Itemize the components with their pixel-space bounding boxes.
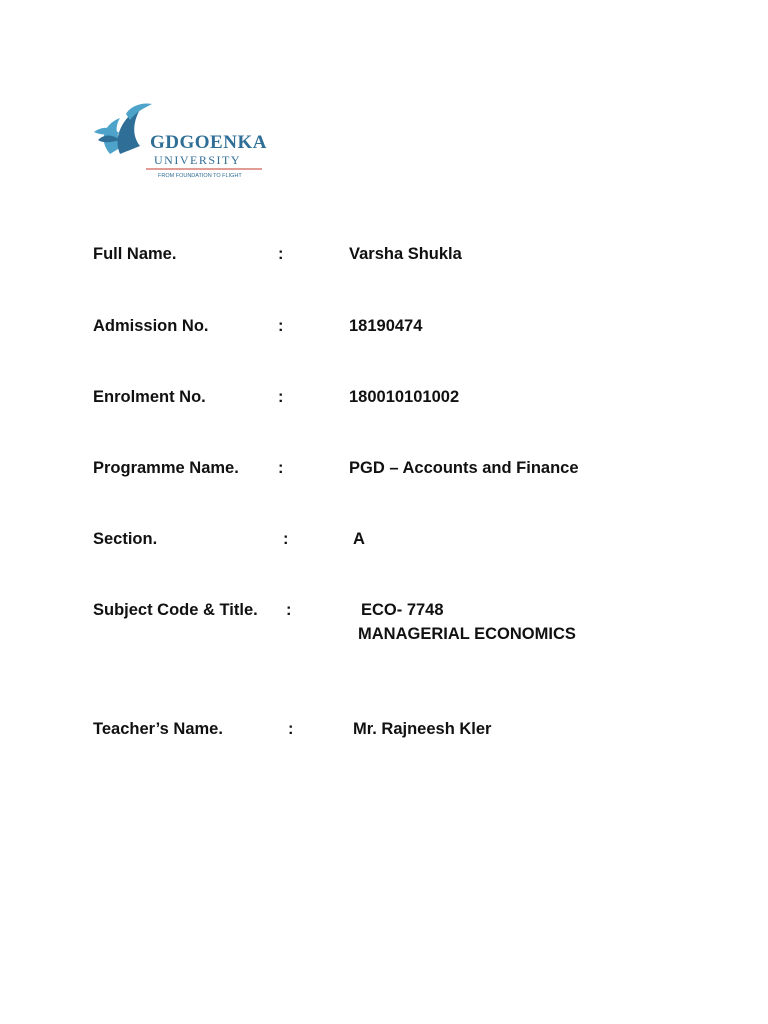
field-label: Section. xyxy=(93,530,158,548)
field-value-line2: MANAGERIAL ECONOMICS xyxy=(358,625,576,643)
field-admission-no xyxy=(0,313,768,339)
field-teacher-name xyxy=(0,716,768,742)
field-subject-code-title xyxy=(0,597,768,643)
field-label: Enrolment No. xyxy=(93,388,206,406)
field-label: Full Name. xyxy=(93,245,177,263)
field-enrolment-no xyxy=(0,384,768,410)
field-programme-name xyxy=(0,455,768,481)
logo-tagline: FROM FOUNDATION TO FLIGHT xyxy=(158,173,242,179)
field-value: PGD – Accounts and Finance xyxy=(349,459,579,477)
logo-emblem-icon xyxy=(90,96,270,186)
field-value: Mr. Rajneesh Kler xyxy=(353,720,492,738)
university-logo xyxy=(90,96,270,186)
field-value: 18190474 xyxy=(349,317,423,335)
field-value: Varsha Shukla xyxy=(349,245,462,263)
logo-brand-name: GDGOENKA xyxy=(150,132,267,153)
field-section xyxy=(0,526,768,552)
field-label: Subject Code & Title. xyxy=(93,601,258,619)
field-colon: : xyxy=(278,459,284,477)
field-colon: : xyxy=(278,388,284,406)
field-value: ECO- 7748 xyxy=(361,601,444,619)
field-full-name xyxy=(0,241,768,267)
field-label: Teacher’s Name. xyxy=(93,720,223,738)
field-value: A xyxy=(353,530,365,548)
logo-brand-sub: UNIVERSITY xyxy=(154,153,241,167)
field-label: Admission No. xyxy=(93,317,209,335)
field-colon: : xyxy=(286,601,292,619)
field-label: Programme Name. xyxy=(93,459,239,477)
field-value: 180010101002 xyxy=(349,388,460,406)
field-colon: : xyxy=(283,530,289,548)
field-colon: : xyxy=(288,720,294,738)
field-colon: : xyxy=(278,245,284,263)
field-colon: : xyxy=(278,317,284,335)
